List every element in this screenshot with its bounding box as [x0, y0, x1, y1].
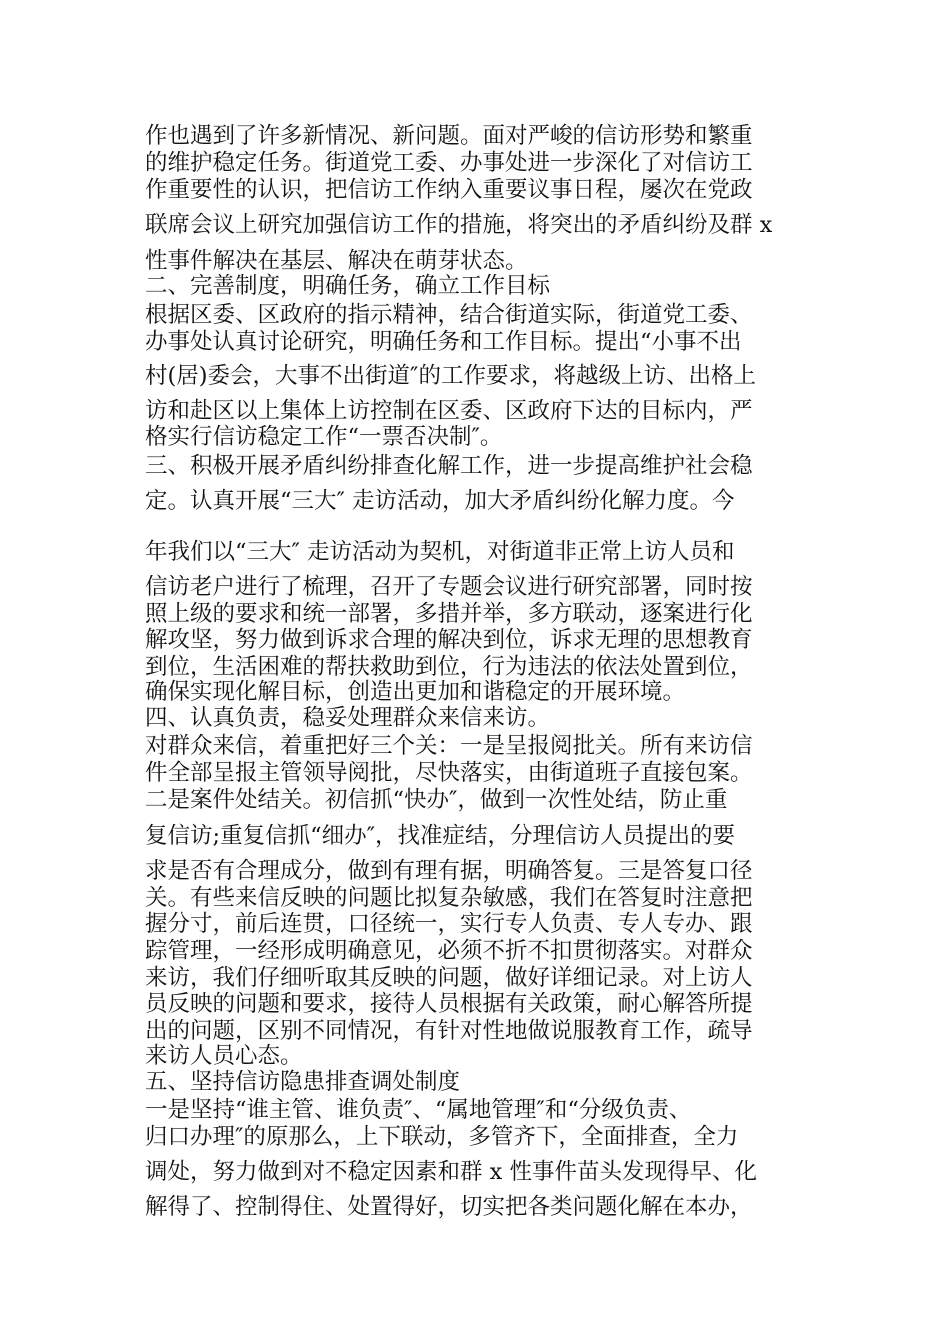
section-heading-5: 五、坚持信访隐患排查调处制度 — [145, 1069, 461, 1095]
text-line: 复信访;重复信抓“细办″，找准症结，分理信访人员提出的要 — [145, 823, 735, 849]
text-line: 的维护稳定任务。街道党工委、办事处进一步深化了对信访工 — [145, 150, 753, 176]
text-line: 调处，努力做到对不稳定因素和群 x 性事件苗头发现得早、化 — [145, 1159, 757, 1185]
text-line: 来访，我们仔细听取其反映的问题，做好详细记录。对上访人 — [145, 965, 753, 991]
section-heading-3: 三、积极开展矛盾纠纷排查化解工作，进一步提高维护社会稳 — [145, 453, 753, 479]
text-line: 访和赴区以上集体上访控制在区委、区政府下达的目标内，严 — [145, 398, 753, 424]
text-line: 办事处认真讨论研究，明确任务和工作目标。提出“小事不出 — [145, 329, 742, 355]
text-line: 定。认真开展“三大″ 走访活动，加大矛盾纠纷化解力度。今 — [145, 488, 735, 514]
text-line: 出的问题，区别不同情况，有针对性地做说服教育工作，疏导 — [145, 1018, 753, 1044]
text-line: 一是坚持“谁主管、谁负责″、“属地管理″和“分级负责、 — [145, 1097, 692, 1123]
text-line: 信访老户进行了梳理，召开了专题会议进行研究部署，同时按 — [145, 574, 753, 600]
text-line: 员反映的问题和要求，接待人员根据有关政策，耐心解答所提 — [145, 991, 753, 1017]
text-line: 关。有些来信反映的问题比拟复杂敏感，我们在答复时注意把 — [145, 885, 753, 911]
text-line: 对群众来信，着重把好三个关：一是呈报阅批关。所有来访信 — [145, 733, 753, 759]
text-line: 求是否有合理成分，做到有理有据，明确答复。三是答复口径 — [145, 858, 753, 884]
text-line: 握分寸，前后连贯，口径统一，实行专人负责、专人专办、跟 — [145, 911, 753, 937]
text-line: 件全部呈报主管领导阅批，尽快落实，由街道班子直接包案。 — [145, 760, 753, 786]
text-line: 村(居)委会，大事不出街道″的工作要求，将越级上访、出格上 — [145, 363, 756, 389]
text-line: 年我们以“三大″ 走访活动为契机，对街道非正常上访人员和 — [145, 539, 735, 565]
text-line: 解攻坚，努力做到诉求合理的解决到位，诉求无理的思想教育 — [145, 627, 753, 653]
text-line: 格实行信访稳定工作“一票否决制″。 — [145, 424, 503, 450]
text-line: 解得了、控制得住、处置得好，切实把各类问题化解在本办， — [145, 1194, 753, 1220]
text-line: 来访人员心态。 — [145, 1043, 303, 1069]
text-line: 照上级的要求和统一部署，多措并举，多方联动，逐案进行化 — [145, 601, 753, 627]
text-line: 性事件解决在基层、解决在萌芽状态。 — [145, 248, 528, 274]
text-line: 二是案件处结关。初信抓“快办″，做到一次性处结，防止重 — [145, 787, 728, 813]
section-heading-4: 四、认真负责，稳妥处理群众来信来访。 — [145, 705, 551, 731]
text-line: 到位，生活困难的帮扶救助到位，行为违法的依法处置到位， — [145, 654, 753, 680]
section-heading-2: 二、完善制度，明确任务，确立工作目标 — [145, 273, 551, 299]
text-line: 归口办理″的原那么，上下联动，多管齐下，全面排查，全力 — [145, 1124, 739, 1150]
text-line: 根据区委、区政府的指示精神，结合街道实际，街道党工委、 — [145, 302, 753, 328]
text-line: 确保实现化解目标，创造出更加和谐稳定的开展环境。 — [145, 679, 686, 705]
text-line: 作重要性的认识，把信访工作纳入重要议事日程，屡次在党政 — [145, 177, 753, 203]
text-line: 踪管理，一经形成明确意见，必须不折不扣贯彻落实。对群众 — [145, 938, 753, 964]
text-line: 联席会议上研究加强信访工作的措施，将突出的矛盾纠纷及群 x — [145, 212, 773, 238]
text-line: 作也遇到了许多新情况、新问题。面对严峻的信访形势和繁重 — [145, 123, 753, 149]
